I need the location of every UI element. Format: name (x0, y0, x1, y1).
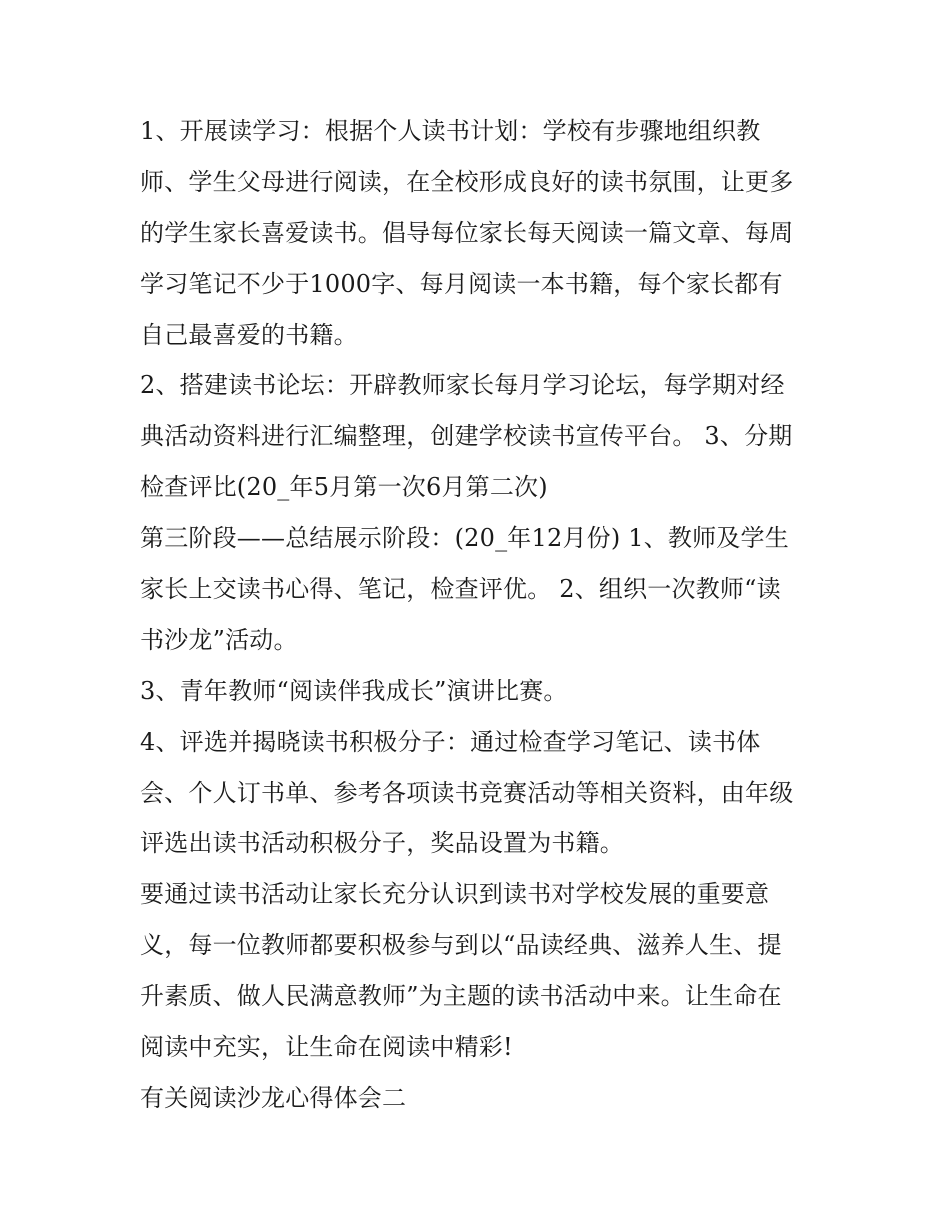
section-heading: 有关阅读沙龙心得体会二 (140, 1083, 407, 1112)
text-line: 学习笔记不少于1000字、每月阅读一本书籍，每个家长都有 (140, 269, 783, 298)
text-line: 义，每一位教师都要积极参与到以“品读经典、滋养人生、提 (140, 931, 782, 960)
text-line: 会、个人订书单、参考各项读书竞赛活动等相关资料，由年级 (140, 778, 794, 807)
document-body (140, 110, 820, 1128)
text-line: 第三阶段——总结展示阶段：(20_年12月份) 1、教师及学生 (140, 524, 789, 553)
text-line: 师、学生父母进行阅读，在全校形成良好的读书氛围，让更多 (140, 167, 794, 196)
text-line: 3、青年教师“阅读伴我成长”演讲比赛。 (140, 676, 568, 705)
text-line: 4、评选并揭晓读书积极分子：通过检查学习笔记、读书体 (140, 727, 761, 756)
text-line: 要通过读书活动让家长充分认识到读书对学校发展的重要意 (140, 880, 770, 909)
text-line: 家长上交读书心得、笔记，检查评优。 2、组织一次教师“读 (140, 575, 781, 604)
text-line: 评选出读书活动积极分子，奖品设置为书籍。 (140, 829, 624, 858)
text-line: 书沙龙”活动。 (140, 625, 298, 654)
text-line: 自己最喜爱的书籍。 (140, 320, 358, 349)
text-line: 典活动资料进行汇编整理，创建学校读书宣传平台。 3、分期 (140, 422, 793, 451)
text-line: 升素质、做人民满意教师”为主题的读书活动中来。让生命在 (140, 982, 782, 1011)
text-line: 1、开展读学习：根据个人读书计划：学校有步骤地组织教 (140, 117, 761, 145)
text-line: 2、搭建读书论坛：开辟教师家长每月学习论坛，每学期对经 (140, 371, 785, 400)
text-line: 的学生家长喜爱读书。倡导每位家长每天阅读一篇文章、每周 (140, 218, 794, 247)
text-line: 阅读中充实，让生命在阅读中精彩! (140, 1033, 513, 1062)
text-line: 检查评比(20_年5月第一次6月第二次) (140, 473, 548, 502)
